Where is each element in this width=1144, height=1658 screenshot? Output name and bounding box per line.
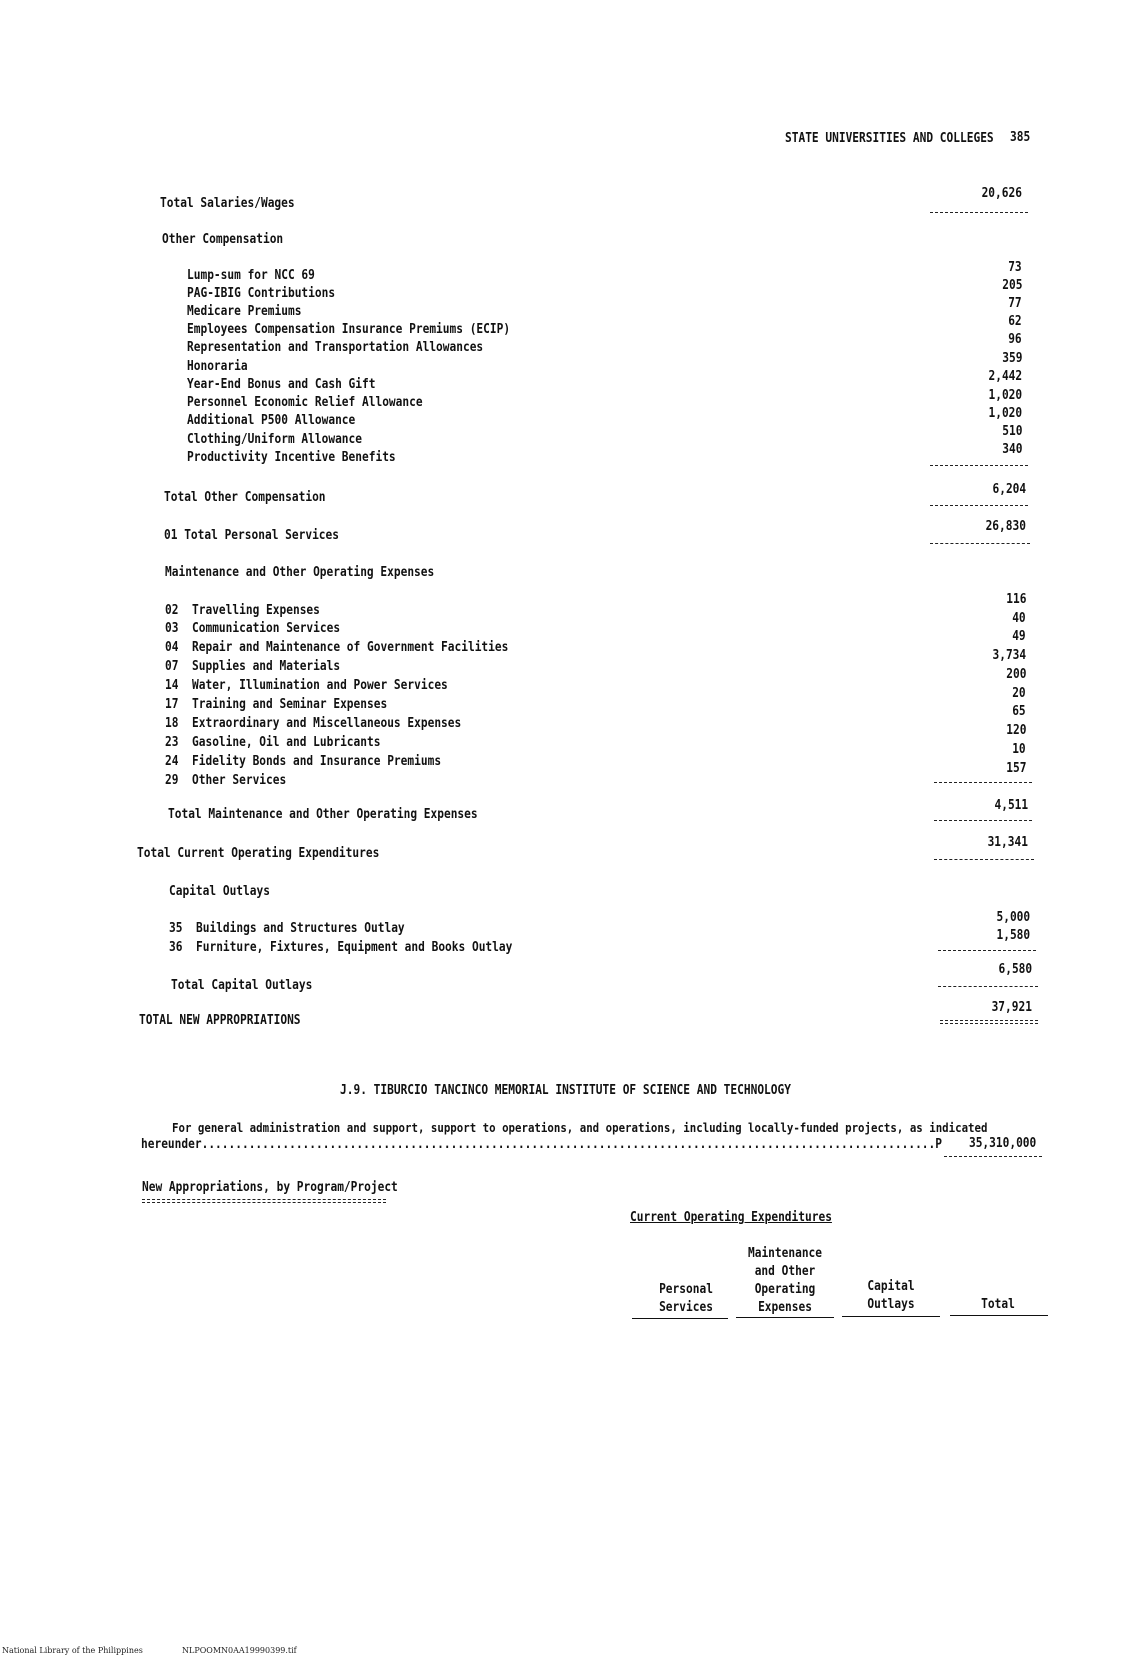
rule-section-amount: [944, 1156, 1042, 1157]
total-capital-amount: 6,580: [998, 962, 1032, 977]
total-current-operating-amount: 31,341: [987, 835, 1028, 850]
double-rule-grand-total: [940, 1020, 1038, 1024]
list-item: Water, Illumination and Power Services: [192, 678, 448, 693]
rule-total-capital: [938, 986, 1038, 987]
list-item: Furniture, Fixtures, Equipment and Books Outlay: [196, 940, 513, 955]
list-item-code: 23: [165, 735, 179, 750]
other-comp-heading: Other Compensation: [162, 232, 284, 247]
peso-sign: P: [935, 1137, 942, 1152]
grand-total-label: TOTAL NEW APPROPRIATIONS: [139, 1013, 301, 1028]
list-item-amount: 1,020: [988, 406, 1022, 421]
rule-mooe: [934, 782, 1032, 783]
list-item-amount: 96: [1008, 332, 1022, 347]
total-personal-services-label: 01 Total Personal Services: [164, 528, 340, 543]
hereunder-text: hereunder: [141, 1137, 202, 1152]
list-item-code: 03: [165, 621, 179, 636]
col-header-rule-3: [842, 1316, 940, 1317]
list-item: Travelling Expenses: [192, 603, 320, 618]
total-salaries-label: Total Salaries/Wages: [160, 196, 295, 211]
total-current-operating-label: Total Current Operating Expenditures: [137, 846, 380, 861]
total-salaries-amount: 20,626: [981, 186, 1022, 201]
rule-current-operating: [934, 859, 1034, 860]
list-item: Clothing/Uniform Allowance: [187, 432, 363, 447]
list-item: Representation and Transportation Allowances: [187, 340, 484, 355]
section-paragraph-line1: For general administration and support, support to operations, and operations, including locally-funded projects, as indicated: [172, 1120, 988, 1135]
total-personal-services-amount: 26,830: [985, 519, 1026, 534]
list-item: Buildings and Structures Outlay: [196, 921, 405, 936]
col-personal-services: Personal Services: [659, 1282, 713, 1315]
list-item-amount: 40: [1012, 611, 1026, 626]
list-item: Employees Compensation Insurance Premiums (ECIP): [187, 322, 511, 337]
total-capital-label: Total Capital Outlays: [171, 978, 313, 993]
list-item-amount: 200: [1005, 667, 1026, 682]
col-header-rule-2: [736, 1317, 834, 1318]
list-item-amount: 65: [1012, 704, 1026, 719]
total-mooe-label: Total Maintenance and Other Operating Expenses: [168, 807, 478, 822]
total-mooe-amount: 4,511: [994, 798, 1028, 813]
list-item-amount: 73: [1008, 260, 1022, 275]
list-item-amount: 1,020: [988, 388, 1022, 403]
list-item-code: 35: [169, 921, 183, 936]
list-item-code: 02: [165, 603, 179, 618]
list-item-code: 24: [165, 754, 179, 769]
section-paragraph-amount: 35,310,000: [968, 1136, 1036, 1151]
list-item-amount: 20: [1012, 686, 1026, 701]
list-item-code: 17: [165, 697, 179, 712]
list-item: Repair and Maintenance of Government Facilities: [192, 640, 509, 655]
section-title: J.9. TIBURCIO TANCINCO MEMORIAL INSTITUTE OF SCIENCE AND TECHNOLOGY: [340, 1083, 791, 1098]
list-item: Additional P500 Allowance: [187, 413, 356, 428]
list-item-code: 18: [165, 716, 179, 731]
col-header-rule-1: [632, 1318, 728, 1319]
list-item: Lump-sum for NCC 69: [187, 268, 315, 283]
new-appropriations-heading: New Appropriations, by Program/Project: [142, 1180, 398, 1195]
list-item: Medicare Premiums: [187, 304, 302, 319]
list-item-code: 07: [165, 659, 179, 674]
list-item-amount: 77: [1008, 296, 1022, 311]
leader-dots: .............................................................................................................: [201, 1137, 936, 1152]
col-header-rule-4: [950, 1315, 1048, 1316]
footer-file: NLPOOMN0AA19990399.tif: [182, 1646, 297, 1655]
rule-other-comp: [930, 465, 1028, 466]
list-item-amount: 157: [1005, 761, 1026, 776]
list-item: PAG-IBIG Contributions: [187, 286, 336, 301]
list-item: Year-End Bonus and Cash Gift: [187, 377, 376, 392]
list-item: Communication Services: [192, 621, 341, 636]
rule-salaries: [930, 212, 1028, 213]
list-item: Extraordinary and Miscellaneous Expenses: [192, 716, 462, 731]
running-header-title: STATE UNIVERSITIES AND COLLEGES: [785, 131, 994, 146]
list-item-amount: 205: [1001, 278, 1022, 293]
list-item-code: 36: [169, 940, 183, 955]
coe-heading: Current Operating Expenditures: [630, 1210, 832, 1225]
list-item: Training and Seminar Expenses: [192, 697, 388, 712]
list-item-amount: 1,580: [996, 928, 1030, 943]
list-item-amount: 10: [1012, 742, 1026, 757]
col-total: Total: [981, 1297, 1015, 1312]
page-number: 385: [1010, 130, 1031, 145]
list-item-code: 14: [165, 678, 179, 693]
list-item: Honoraria: [187, 359, 248, 374]
total-other-comp-amount: 6,204: [992, 482, 1026, 497]
list-item: Personnel Economic Relief Allowance: [187, 395, 423, 410]
list-item-amount: 49: [1012, 629, 1026, 644]
list-item-amount: 359: [1001, 351, 1022, 366]
footer-library: National Library of the Philippines: [2, 1646, 143, 1655]
list-item: Gasoline, Oil and Lubricants: [192, 735, 381, 750]
col-mooe: Maintenance and Other Operating Expenses: [747, 1246, 823, 1315]
list-item: Supplies and Materials: [192, 659, 341, 674]
rule-total-mooe: [934, 820, 1032, 821]
list-item-amount: 120: [1005, 723, 1026, 738]
list-item-amount: 62: [1008, 314, 1022, 329]
col-capital-outlays: Capital Outlays: [867, 1279, 915, 1312]
section-paragraph-line2: [141, 1137, 942, 1152]
list-item: Other Services: [192, 773, 287, 788]
capital-heading: Capital Outlays: [169, 884, 270, 899]
rule-capital: [938, 950, 1036, 951]
rule-total-other-comp: [930, 505, 1028, 506]
double-rule-new-approp: [142, 1199, 386, 1203]
list-item-amount: 116: [1005, 592, 1026, 607]
mooe-heading: Maintenance and Other Operating Expenses: [165, 565, 435, 580]
rule-personal-services: [930, 543, 1030, 544]
list-item-amount: 510: [1001, 424, 1022, 439]
list-item-amount: 5,000: [996, 910, 1030, 925]
grand-total-amount: 37,921: [991, 1000, 1032, 1015]
list-item: Productivity Incentive Benefits: [187, 450, 396, 465]
list-item-code: 29: [165, 773, 179, 788]
list-item-amount: 2,442: [988, 369, 1022, 384]
total-other-comp-label: Total Other Compensation: [164, 490, 326, 505]
list-item-amount: 340: [1001, 442, 1022, 457]
list-item-code: 04: [165, 640, 179, 655]
list-item-amount: 3,734: [992, 648, 1026, 663]
list-item: Fidelity Bonds and Insurance Premiums: [192, 754, 442, 769]
